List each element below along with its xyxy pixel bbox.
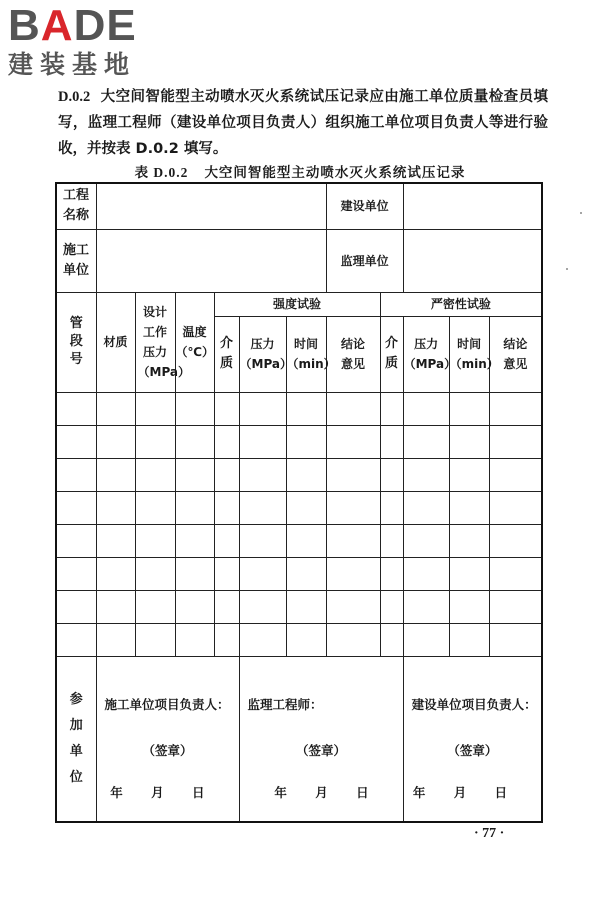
owner-signature-box[interactable] — [403, 656, 542, 822]
cell[interactable] — [214, 392, 239, 425]
cell[interactable] — [214, 491, 239, 524]
cell[interactable] — [403, 458, 449, 491]
cell[interactable] — [449, 590, 489, 623]
builder-signature-role: 施工单位项目负责人： — [104, 696, 230, 712]
table-row — [56, 458, 542, 491]
cell[interactable] — [403, 425, 449, 458]
cell[interactable] — [286, 557, 326, 590]
cell[interactable] — [135, 458, 175, 491]
cell[interactable] — [326, 425, 380, 458]
cell[interactable] — [326, 557, 380, 590]
cell[interactable] — [96, 491, 135, 524]
builder-unit-value[interactable] — [96, 229, 326, 292]
cell[interactable] — [380, 623, 403, 656]
builder-signature-box[interactable] — [96, 656, 239, 822]
tightness-pressure-header: 压力（MPa） — [403, 316, 449, 392]
cell[interactable] — [286, 524, 326, 557]
cell[interactable] — [380, 425, 403, 458]
table-row — [56, 392, 542, 425]
cell[interactable] — [56, 557, 96, 590]
cell[interactable] — [326, 623, 380, 656]
cell[interactable] — [403, 491, 449, 524]
construction-unit-value[interactable] — [403, 183, 542, 229]
supervisor-signature-role: 监理工程师： — [247, 696, 323, 712]
table-title: 大空间智能型主动喷水灭火系统试压记录 — [204, 165, 466, 181]
cell[interactable] — [56, 524, 96, 557]
cell[interactable] — [489, 425, 542, 458]
clause-number: D.0.2 — [58, 89, 91, 105]
cell[interactable] — [286, 623, 326, 656]
supervisor-unit-label: 监理单位 — [326, 229, 403, 292]
cell[interactable] — [239, 590, 286, 623]
construction-unit-label: 建设单位 — [326, 183, 403, 229]
cell[interactable] — [214, 425, 239, 458]
scan-speck — [566, 268, 568, 270]
cell[interactable] — [135, 623, 175, 656]
material-header: 材质 — [96, 292, 135, 392]
cell[interactable] — [135, 590, 175, 623]
cell[interactable] — [286, 425, 326, 458]
cell[interactable] — [449, 557, 489, 590]
strength-medium-header: 介质 — [214, 316, 239, 392]
cell[interactable] — [239, 524, 286, 557]
cell[interactable] — [239, 458, 286, 491]
cell[interactable] — [214, 590, 239, 623]
cell[interactable] — [175, 590, 214, 623]
supervisor-unit-value[interactable] — [403, 229, 542, 292]
cell[interactable] — [56, 623, 96, 656]
cell[interactable] — [239, 392, 286, 425]
scan-speck — [580, 212, 582, 214]
cell[interactable] — [403, 524, 449, 557]
cell[interactable] — [56, 458, 96, 491]
cell[interactable] — [214, 557, 239, 590]
cell[interactable] — [175, 623, 214, 656]
pipe-section-header: 管段号 — [56, 292, 96, 392]
cell[interactable] — [96, 458, 135, 491]
cell[interactable] — [380, 524, 403, 557]
cell[interactable] — [326, 524, 380, 557]
temperature-header: 温度（℃） — [175, 292, 214, 392]
cell[interactable] — [380, 392, 403, 425]
table-row — [56, 590, 542, 623]
cell[interactable] — [403, 590, 449, 623]
cell[interactable] — [380, 458, 403, 491]
owner-signature-seal: （签章） — [447, 742, 498, 758]
cell[interactable] — [135, 392, 175, 425]
tightness-time-header: 时间（min） — [449, 316, 489, 392]
cell[interactable] — [96, 590, 135, 623]
cell[interactable] — [239, 425, 286, 458]
table-row — [56, 491, 542, 524]
cell[interactable] — [286, 590, 326, 623]
cell[interactable] — [56, 590, 96, 623]
cell[interactable] — [175, 392, 214, 425]
cell[interactable] — [380, 557, 403, 590]
table-caption — [0, 161, 600, 181]
tightness-test-header: 严密性试验 — [380, 292, 542, 316]
table-row — [56, 557, 542, 590]
cell[interactable] — [326, 392, 380, 425]
cell[interactable] — [449, 623, 489, 656]
cell[interactable] — [239, 557, 286, 590]
cell[interactable] — [175, 458, 214, 491]
table-row — [56, 425, 542, 458]
cell[interactable] — [449, 458, 489, 491]
cell[interactable] — [326, 491, 380, 524]
intro-paragraph — [58, 84, 548, 162]
builder-unit-label: 施工单位 — [56, 229, 96, 292]
cell[interactable] — [175, 524, 214, 557]
cell[interactable] — [449, 491, 489, 524]
supervisor-signature-box[interactable] — [239, 656, 403, 822]
table-number: 表 D.0.2 — [134, 165, 189, 180]
cell[interactable] — [489, 557, 542, 590]
participants-label: 参加单位 — [56, 656, 96, 822]
cell[interactable] — [449, 524, 489, 557]
cell[interactable] — [380, 491, 403, 524]
cell[interactable] — [489, 524, 542, 557]
cell[interactable] — [214, 524, 239, 557]
cell[interactable] — [135, 557, 175, 590]
logo-subtitle: 建装基地 — [8, 50, 137, 79]
brand-logo — [8, 1, 178, 80]
owner-signature-role: 建设单位项目负责人： — [411, 696, 537, 712]
cell[interactable] — [56, 425, 96, 458]
cell[interactable] — [403, 623, 449, 656]
cell[interactable] — [135, 425, 175, 458]
tightness-conclusion-header: 结论意见 — [489, 316, 542, 392]
table-row — [56, 524, 542, 557]
cell[interactable] — [403, 557, 449, 590]
cell[interactable] — [56, 392, 96, 425]
cell[interactable] — [239, 491, 286, 524]
intro-text: 大空间智能型主动喷水灭火系统试压记录应由施工单位质量检查员填写，监理工程师（建设单位项目负责人）组织施工单位项目负责人等进行验收，并按表 D.0.2 填写。 — [58, 89, 548, 157]
builder-signature-date: 年 月 日 — [110, 784, 217, 800]
cell[interactable] — [489, 491, 542, 524]
cell[interactable] — [489, 392, 542, 425]
owner-signature-date: 年 月 日 — [412, 784, 520, 800]
cell[interactable] — [239, 623, 286, 656]
cell[interactable] — [286, 392, 326, 425]
cell[interactable] — [96, 524, 135, 557]
pressure-test-record-table — [55, 182, 543, 823]
cell[interactable] — [96, 425, 135, 458]
cell[interactable] — [56, 491, 96, 524]
strength-time-header: 时间（min） — [286, 316, 326, 392]
project-name-label: 工程名称 — [56, 183, 96, 229]
cell[interactable] — [326, 590, 380, 623]
cell[interactable] — [214, 623, 239, 656]
cell[interactable] — [449, 392, 489, 425]
table-row — [56, 623, 542, 656]
cell[interactable] — [96, 392, 135, 425]
supervisor-signature-seal: （签章） — [296, 742, 347, 758]
cell[interactable] — [326, 458, 380, 491]
project-name-value[interactable] — [96, 183, 326, 229]
cell[interactable] — [489, 623, 542, 656]
cell[interactable] — [214, 458, 239, 491]
supervisor-signature-date: 年 月 日 — [274, 784, 381, 800]
cell[interactable] — [489, 458, 542, 491]
cell[interactable] — [96, 623, 135, 656]
cell[interactable] — [286, 491, 326, 524]
strength-pressure-header: 压力（MPa） — [239, 316, 286, 392]
cell[interactable] — [175, 425, 214, 458]
cell[interactable] — [175, 491, 214, 524]
strength-test-header: 强度试验 — [214, 292, 380, 316]
page-number: · 77 · — [474, 826, 505, 841]
cell[interactable] — [135, 524, 175, 557]
builder-signature-seal: （签章） — [142, 742, 193, 758]
cell[interactable] — [403, 392, 449, 425]
cell[interactable] — [380, 590, 403, 623]
design-pressure-header: 设计工作压力（MPa） — [135, 292, 175, 392]
cell[interactable] — [175, 557, 214, 590]
cell[interactable] — [96, 557, 135, 590]
cell[interactable] — [449, 425, 489, 458]
tightness-medium-header: 介质 — [380, 316, 403, 392]
cell[interactable] — [286, 458, 326, 491]
cell[interactable] — [489, 590, 542, 623]
logo-wordmark: BADE — [8, 1, 137, 50]
strength-conclusion-header: 结论意见 — [326, 316, 380, 392]
cell[interactable] — [135, 491, 175, 524]
